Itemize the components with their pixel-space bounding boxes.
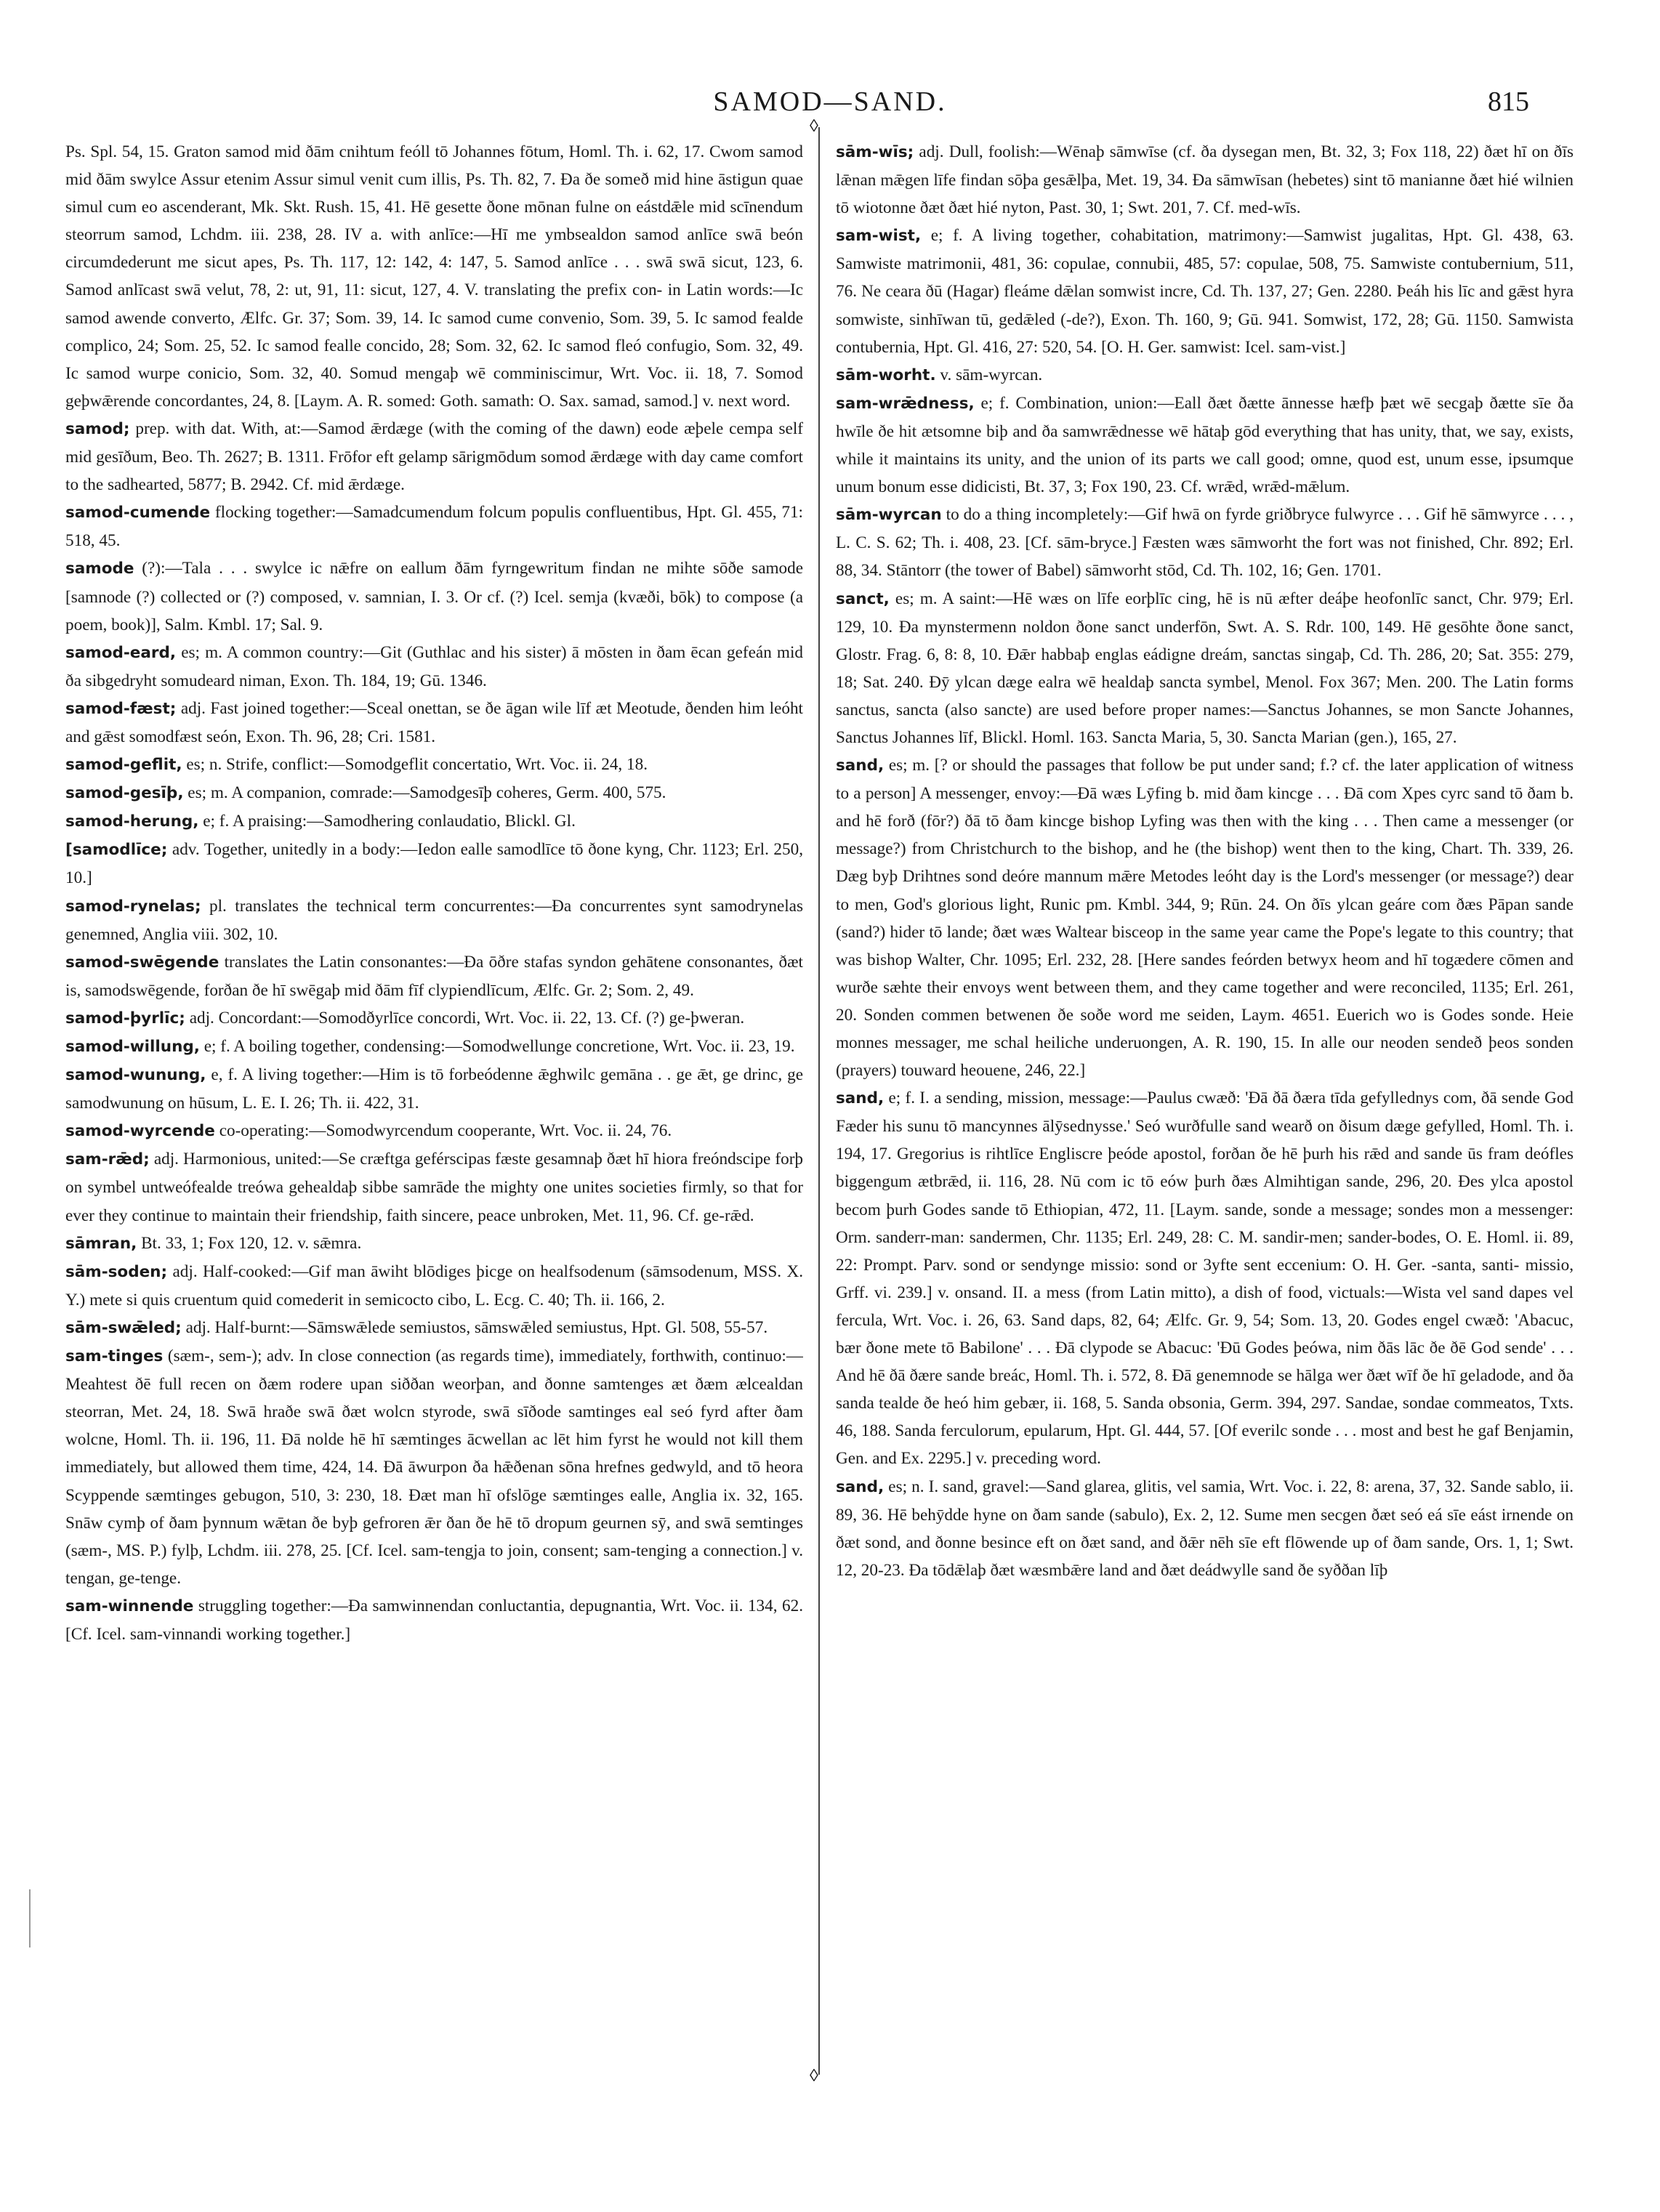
headword: samod-herung,: [65, 812, 199, 831]
headword: samode: [65, 560, 134, 578]
definition-text: e; f. I. a sending, mission, message:—Paulus cwæð: 'Ðā ðā ðæra tīda gefyllednys com, ðā sende God Fæder his sunu tō mancynnes ālȳsednysse.' Seó wurðfulle sand wearð on ðisum dæge gefylled, Homl. Th. i. 194, 17. Gregorius is rihtlīce Engliscre þeóde apostol, forðan ðe hē þurh his rǣd and sande ūs fram deófles biggengum ætbrǣd, ii. 116, 28. Nū com ic tō eów þurh ðæs Almihtigan sande, 296, 20. Ðes ylca apostol becom þurh Godes sande tō Ethiopian, 472, 11. [Laym. sande, sonde a message; sondes mon a messenger: Orm. sanderr-man: sandermen, Chr. 1135; Erl. 249, 28: C. M. sandir-men; sander-bodes, O. E. Homl. ii. 89, 22: Prompt. Parv. sond or sendynge missio: sond or 3yfte sent eccenium: O. H. Ger. -santa, santi- missio, Grff. vi. 239.] v. onsand. II. a mess (from Latin mitto), a dish of food, victuals:—Wista vel sand dapes vel fercula, Wrt. Voc. i. 26, 63. Sand daps, 82, 64; Ælfc. Gr. 9, 54; Som. 13, 20. Godes engel cwæð: 'Abacuc, bær ðone mete tō Babilone' . . . Ðā clypode se Abacuc: 'Ðū Godes þeówa, nim ðās lāc ðe ðē God sende' . . . And hē ðā ðære sande breác, Homl. Th. i. 572, 8. Ðā genemnode se hālga wer ðæt wīf ðe hī geladode, and ða sanda tealde ðe heó him gebær, ii. 168, 5. Sanda obsonia, Germ. 394, 297. Sandae, sondae commeatos, Txts. 46, 188. Sanda ferculorum, epularum, Hpt. Gl. 444, 57. [Of everilc sonde . . . most and best he gaf Benjamin, Gen. and Ex. 2295.] v. preceding word.: [836, 1089, 1574, 1469]
dictionary-entry: [65, 1004, 803, 1033]
headword: sām-soden;: [65, 1262, 168, 1281]
definition-text: adv. Together, unitedly in a body:—Iedon ealle samodlīce tō ðone kyng, Chr. 1123; Erl. 250, 10.]: [65, 840, 803, 888]
headword: sām-wīs;: [836, 143, 914, 161]
dictionary-entry: [65, 948, 803, 1004]
dictionary-entry: [65, 639, 803, 695]
ornament-top-icon: ◊: [810, 117, 818, 136]
margin-mark: [29, 1889, 31, 1947]
headword: sām-swǣled;: [65, 1318, 182, 1337]
dictionary-entry: [65, 892, 803, 948]
definition-text: to do a thing incompletely:—Gif hwā on fyrde griðbryce fulwyrce . . . Gif hē sāmwyrce . . . , L. C. S. 62; Th. i. 408, 23. [Cf. sām-bryce.] Fæsten wæs sāmworht the fort was not finished, Chr. 892; Erl. 88, 34. Stāntorr (the tower of Babel) sāmworht stōd, Cd. Th. 102, 16; Gen. 1701.: [836, 505, 1574, 581]
headword: sam-wist,: [836, 227, 922, 246]
definition-text: e, f. A living together:—Him is tō forbeódenne ǣghwilc gemāna . . ge ǣt, ge drinc, ge samodwunung on hūsum, L. E. I. 26; Th. ii. 422, 31.: [65, 1065, 803, 1113]
dictionary-entry: [65, 1230, 803, 1258]
headword: sam-wrǣdness,: [836, 394, 975, 413]
definition-text: translates the Latin consonantes:—Ða ōðre stafas syndon gehātene consonantes, ðæt is, samodswēgende, forðan ðe hī swēgaþ mid ðām fīf clypiendlīcum, Ælfc. Gr. 2; Som. 2, 49.: [65, 952, 803, 1000]
headword: sāmran,: [65, 1234, 137, 1253]
headword: sand,: [836, 1477, 885, 1496]
definition-text: es; m. A saint:—Hē wæs on līfe eorþlīc cing, hē is nū æfter deáþe heofonlīc sanct, Chr. 979; Erl. 129, 10. Ða mynstermenn noldon ðone sanct underfōn, Swt. A. S. Rdr. 100, 149. Hē gesōhte ðone sanct, Glostr. Frag. 6, 8: 8, 10. Ðǣr habbaþ englas eádigne dreám, sanctas singaþ, Cd. Th. 286, 20; Sat. 355: 279, 18; Sat. 240. Ðȳ ylcan dæge ealra wē healdaþ sancta symbel, Menol. Fox 367; Men. 200. The Latin forms sanctus, sancta (also sancte) are used before proper names:—Sanctus Johannes, se mon Sancte Johannes, Sanctus Johannes līf, Blickl. Homl. 163. Sancta Maria, 5, 30. Sancta Marian (gen.), 165, 27.: [836, 589, 1574, 747]
definition-text: adj. Half-burnt:—Sāmswǣlede semiustos, sāmswǣled semiustus, Hpt. Gl. 508, 55-57.: [185, 1317, 768, 1337]
ornament-bottom-icon: ◊: [810, 2067, 818, 2086]
definition-text: adj. Half-cooked:—Gif man āwiht blōdiges þicge on healfsodenum (sāmsodenum, MSS. X. Y.) mete si quis cruentum quid comederit in semicocto cibo, L. Ecg. C. 40; Th. ii. 166, 2.: [65, 1262, 803, 1309]
dictionary-entry: [836, 389, 1574, 501]
right-column: [836, 138, 1574, 2067]
dictionary-entry: [65, 498, 803, 554]
definition-text: co-operating:—Somodwyrcendum cooperante, Wrt. Voc. ii. 24, 76.: [219, 1121, 672, 1141]
headword: sām-wyrcan: [836, 506, 942, 525]
definition-text: Bt. 33, 1; Fox 120, 12. v. sǣmra.: [141, 1233, 362, 1253]
dictionary-entry: [836, 585, 1574, 752]
headword: samod;: [65, 419, 130, 438]
definition-text: es; n. Strife, conflict:—Somodgeflit concertatio, Wrt. Voc. ii. 24, 18.: [186, 755, 648, 775]
definition-text: pl. translates the technical term concurrentes:—Ða concurrentes synt samodrynelas genemned, Anglia viii. 302, 10.: [65, 896, 803, 944]
dictionary-entry: [836, 1084, 1574, 1472]
dictionary-entry: [65, 779, 803, 807]
definition-text: adj. Harmonious, united:—Se cræftga geférscipas fæste gesamnaþ ðæt hī hiora freóndscipe forþ on symbel untweófealde treówa gehealdaþ sibbe samrāde the mighty one unites societies firmly, so that for ever they continue to maintain their friendship, faith sincere, peace unbroken, Met. 11, 96. Cf. ge-rǣd.: [65, 1150, 803, 1225]
headword: sam-tinges: [65, 1347, 164, 1366]
definition-text: e; f. A praising:—Samodhering conlaudatio, Blickl. Gl.: [203, 812, 576, 831]
headword: samod-þyrlīc;: [65, 1009, 185, 1028]
headword: samod-wyrcende: [65, 1122, 215, 1141]
definition-text: (sæm-, sem-); adv. In close connection (as regards time), immediately, forthwith, continuo:—Meahtest ðē full recen on ðæm rodere upan siððan weorþan, and ðonne samtenges æt ðæm ælcealdan steorran, Met. 24, 18. Swā hraðe swā ðæt wolcn styrode, swā sīðode samtinges eal seó fyrd after ðam wolcne, Homl. Th. ii. 196, 11. Ðā nolde hē hī sæmtinges ācwellan ac lēt him fyrst he would not kill them immediately, but allowed them time, 424, 14. Ðā āwurpon ða hǣðenan sōna hrefnes gedwyld, and tō heora Scyppende sæmtinges gebugon, 510, 3: 230, 18. Ðæt man hī ofslōge sæmtinges ealle, Anglia ix. 32, 165. Snāw cymþ of ðam þynnum wǣtan ðe byþ gefroren ǣr ðan ðe hē tō dropum geurnen sȳ, and swā semtinges (sæm-, MS. P.) fylþ, Lchdm. iii. 278, 25. [Cf. Icel. sam-tengja to join, consent; sam-tenging a connection.] v. tengan, ge-tenge.: [65, 1347, 803, 1588]
dictionary-entry: [65, 1592, 803, 1648]
headword: samod-wunung,: [65, 1066, 206, 1085]
dictionary-entry: [65, 751, 803, 779]
headword: samod-gesīþ,: [65, 784, 184, 803]
dictionary-entry: [836, 361, 1574, 389]
running-title: SAMOD—SAND.: [713, 86, 947, 117]
definition-text: e; f. A boiling together, condensing:—Somodwellunge concretione, Wrt. Voc. ii. 23, 19.: [204, 1037, 795, 1056]
definition-text: struggling together:—Ða samwinnendan conluctantia, depugnantia, Wrt. Voc. ii. 134, 62. [Cf. Icel. sam-vinnandi working together.]: [65, 1596, 803, 1644]
dictionary-entry: [65, 695, 803, 751]
definition-text: adj. Fast joined together:—Sceal onettan, se ðe āgan wile līf æt Meotude, ðenden him leóht and gǣst somodfæst seón, Exon. Th. 96, 28; Cri. 1581.: [65, 698, 803, 746]
page-header: [0, 86, 1660, 137]
right-entries: [836, 138, 1574, 1584]
column-divider: [818, 127, 820, 2075]
headword: samod-willung,: [65, 1038, 200, 1056]
headword: samod-rynelas;: [65, 897, 201, 916]
dictionary-entry: [65, 1258, 803, 1314]
dictionary-entry: [836, 1473, 1574, 1584]
dictionary-entry: [65, 415, 803, 498]
dictionary-entry: [836, 138, 1574, 222]
headword: sam-rǣd;: [65, 1150, 150, 1169]
left-entries: [65, 415, 803, 1648]
definition-text: flocking together:—Samadcumendum folcum populis confluentibus, Hpt. Gl. 455, 71: 518, 45.: [65, 503, 803, 551]
definition-text: prep. with dat. With, at:—Samod ǣrdæge (with the coming of the dawn) eode æþele cempa self mid gesīðum, Beo. Th. 2627; B. 1311. Frōfor eft gelamp sārigmōdum somod ǣrdæge with day came comfort to the sadhearted, 5877; B. 2942. Cf. mid ǣrdæge.: [65, 419, 803, 495]
headword: [samodlīce;: [65, 841, 168, 860]
left-column: [65, 138, 803, 2067]
definition-text: adj. Concordant:—Somodðyrlīce concordi, Wrt. Voc. ii. 22, 13. Cf. (?) ge-þweran.: [189, 1008, 745, 1028]
definition-text: e; f. Combination, union:—Eall ðæt ðætte ānnesse hæfþ þæt wē secgaþ ðætte sīe ða hwīle ðe hit ætsomne biþ and ða samwrǣdnesse wē hātaþ gōd everything that has unity, that, we say, exists, while it maintains its unity, and the union of its parts we call good; omne, quod est, unum esse, ipsumque unum bonum esse didicisti, Bt. 37, 3; Fox 190, 23. Cf. wrǣd, wrǣd-mǣlum.: [836, 393, 1574, 497]
dictionary-entry: [65, 1342, 803, 1592]
headword: samod-geflit,: [65, 756, 182, 775]
dictionary-entry: [65, 1117, 803, 1145]
dictionary-entry: [65, 1061, 803, 1117]
headword: samod-fæst;: [65, 699, 177, 718]
definition-text: es; n. I. sand, gravel:—Sand glarea, glitis, vel samia, Wrt. Voc. i. 22, 8: arena, 37, 32. Sande sablo, ii. 89, 36. Hē behȳdde hyne on ðam sande (sabulo), Ex. 2, 12. Sume men secgen ðæt seó eá sīe eást irnende on ðæt sond, and ðonne besince eft on ðæt sand, and ðǣr nēh sīe eft flōwende up of ðam sande, Ors. 1, 1; Swt. 12, 20-23. Ða tōdǣlaþ ðæt wæsmbǣre land and ðæt deádwylle sand ðe syððan līþ: [836, 1477, 1574, 1580]
dictionary-entry: [65, 807, 803, 836]
headword: sand,: [836, 1089, 885, 1108]
definition-text: es; m. [? or should the passages that follow be put under sand; f.? cf. the later application of witness to a person] A messenger, envoy:—Ðā wæs Lȳfing b. mid ðam kincge . . . Ðā com Xpes cyrc sand tō ðam b. and hē forð (fōr?) ðā tō ðam kincge bishop Lyfing was then with the king . . . Then came a messenger (or message?) from Christchurch to the bishop, and he (the bishop) went then to the king, Chart. Th. 339, 26. Dæg byþ Drihtnes sond deóre mannum mǣre Metodes leóht day is the Lord's messenger (or message?) dear to men, God's glorious light, Runic pm. Kmbl. 344, 9; Rūn. 24. On ðīs ylcan geáre com ðæs Pāpan sande (sand?) hider tō lande; ðæt wæs Waltear bisceop in the same year came the Pope's legate to this country; that was bishop Walter, Chr. 1095; Erl. 232, 28. [Here sandes feórden betwyx heom and hī togædere cōmen and wurðe sæhte their envoys went between them, and they came together and were reconciled, 1135; Erl. 261, 20. Sonden commen betwenen ðe soðe word me seiden, Laym. 4651. Euerich wo is Godes sonde. Heie monnes messager, me schal heiliche underuongen, A. R. 190, 15. In alle our neoden sendeð þeos sonden (prayers) touward heouene, 246, 22.]: [836, 756, 1574, 1081]
definition-text: es; m. A companion, comrade:—Samodgesīþ coheres, Germ. 400, 575.: [188, 783, 666, 803]
headword: samod-cumende: [65, 504, 211, 522]
headword: sanct,: [836, 589, 890, 608]
definition-text: (?):—Tala . . . swylce ic nǣfre on eallum ðām fyrngewritum findan ne mihte sōðe samode [samnode (?) collected or (?) composed, v. samnian, I. 3. Or cf. (?) Icel. semja (kvæði, bōk) to compose (a poem, book)], Salm. Kmbl. 17; Sal. 9.: [65, 559, 803, 634]
dictionary-entry: [836, 751, 1574, 1084]
headword: sam-winnende: [65, 1597, 194, 1615]
dictionary-entry: [65, 1145, 803, 1229]
headword: sand,: [836, 756, 885, 775]
headword: samod-eard,: [65, 643, 177, 662]
definition-text: adj. Dull, foolish:—Wēnaþ sāmwīse (cf. ða dysegan men, Bt. 32, 3; Fox 118, 22) ðæt hī on ðīs lǣnan mǣgen līfe findan sōþa gesǣlþa, Met. 19, 34. Ða sāmwīsan (hebetes) sint tō manianne ðæt hié wilnien tō wiotonne ðæt ðæt hié nyton, Past. 30, 1; Swt. 201, 7. Cf. med-wīs.: [836, 142, 1574, 218]
dictionary-entry: [836, 501, 1574, 584]
definition-text: e; f. A living together, cohabitation, matrimony:—Samwist jugalitas, Hpt. Gl. 438, 63. Samwiste matrimonii, 481, 36: copulae, connubii, 485, 57: copulae, 508, 75. Samwiste contubernium, 511, 76. Ne ceara ðū (Hagar) fleáme dǣlan somwist incre, Cd. Th. 137, 27; Gen. 2280. Þeáh his līc and gǣst hyra somwiste, sinhīwan tū, gedǣled (-de?), Exon. Th. 160, 9; Gū. 941. Somwist, 172, 28; Gū. 1150. Samwista contubernia, Hpt. Gl. 416, 27: 520, 54. [O. H. Ger. samwist: Icel. sam-vist.]: [836, 226, 1574, 357]
headword: samod-swēgende: [65, 953, 219, 972]
dictionary-entry: [65, 836, 803, 892]
dictionary-entry: [65, 1033, 803, 1061]
dictionary-entry: [65, 1314, 803, 1342]
page-number: 815: [1488, 86, 1529, 117]
dictionary-entry: [836, 222, 1574, 360]
definition-text: v. sām-wyrcan.: [940, 365, 1043, 384]
continued-entry: Ps. Spl. 54, 15. Graton samod mid ðām cnihtum feóll tō Johannes fōtum, Homl. Th. i. 62, 17. Cwom samod mid ðām swylce Assur etenim Assur simul venit cum illis, Ps. Th. 82, 7. Ða ðe someð mid hine āstigun quae simul cum eo ascenderant, Mk. Skt. Rush. 15, 41. Hē gesette ðone mōnan fulne on eástdǣle mid scīnendum steorrum samod, Lchdm. iii. 238, 28. IV a. with anlīce:—Hī me ymbsealdon samod anlīce swā beón circumdederunt me sicut apes, Ps. Th. 117, 12: 142, 4: 147, 5. Samod anlīce . . . swā swā sicut, 123, 6. Samod anlīcast swā velut, 78, 2: ut, 91, 11: sicut, 127, 4. V. translating the prefix con- in Latin words:—Ic samod awende converto, Ælfc. Gr. 37; Som. 39, 14. Ic samod cume convenio, Som. 39, 5. Ic samod fealde complico, 24; Som. 25, 52. Ic samod fealle concido, 28; Som. 32, 62. Ic samod fleó confugio, Som. 32, 49. Ic samod wurpe conicio, Som. 32, 40. Somud mengaþ wē comminiscimur, Wrt. Voc. ii. 18, 7. Somod geþwǣrende concordantes, 24, 8. [Laym. A. R. somed: Goth. samath: O. Sax. samad, samod.] v. next word.: [65, 142, 803, 411]
headword: sām-worht.: [836, 366, 936, 384]
definition-text: es; m. A common country:—Git (Guthlac and his sister) ā mōsten in ðam ēcan gefeán mid ða sibgedryht somudeard niman, Exon. Th. 184, 19; Gū. 1346.: [65, 642, 803, 690]
dictionary-entry: [65, 554, 803, 638]
